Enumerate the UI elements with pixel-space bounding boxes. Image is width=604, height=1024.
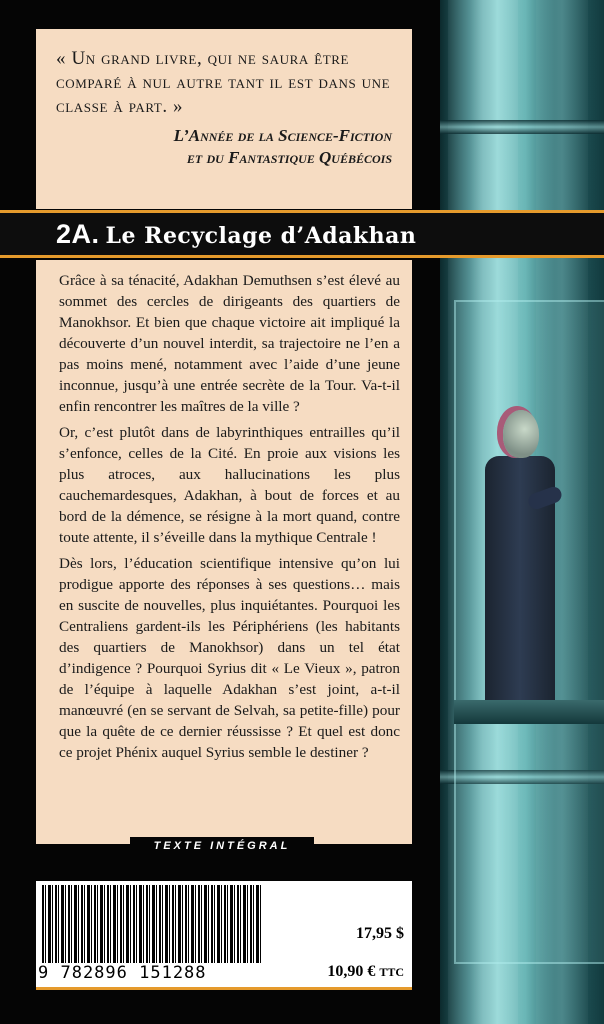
tax-label: TTC — [379, 965, 404, 979]
quote-panel — [36, 29, 412, 209]
price-eur: 10,90 € — [327, 963, 376, 980]
quote-source — [56, 125, 392, 169]
price-cad: 17,95 $ — [356, 925, 404, 942]
synopsis-panel — [36, 260, 412, 844]
quote-source-line-2: et du Fantastique Québécois — [186, 148, 392, 167]
price-panel — [36, 881, 412, 987]
quote-source-line-1: L’Année de la Science-Fiction — [173, 126, 392, 145]
price-eur-line — [327, 963, 404, 981]
cover-illustration — [440, 0, 604, 1024]
isbn-number: 9 782896 151288 — [38, 963, 207, 983]
synopsis-paragraph: Grâce à sa ténacité, Adakhan Demuthsen s’est élevé au sommet des cercles de dirigeants des quartiers de Manokhsor. Et bien que chaque victoire ait impliqué la découverte d’un nouvel interdit, sa trajectoire ne l’en a pas moins mené, notamment avec l’aide d’une jeune inconnue, jusqu’à une entrée secrète de la Tour. Va-t-il enfin rencontrer les maîtres de la ville ? — [59, 272, 400, 415]
barcode — [42, 885, 262, 963]
edition-label: TEXTE INTÉGRAL — [130, 837, 314, 855]
review-quote: « Un grand livre, qui ne saura être comparé à nul autre tant il est dans une classe à part. » — [56, 48, 391, 117]
volume-number: 2A. — [56, 219, 100, 249]
figure-head — [503, 410, 539, 458]
synopsis-paragraph: Or, c’est plutôt dans de labyrinthiques entrailles qu’il s’enfonce, celles de la Cité. En proie aux visions les plus atroces, aux hallucinations les plus cauchemardesques, Adakhan, à bout de forces et au bord de la démence, se résigne à la mort quand, contre toute attente, il s’éveille dans la mythique Centrale ! — [59, 424, 400, 546]
accent-line — [36, 987, 412, 990]
title-band — [0, 210, 604, 258]
title-text: Le Recyclage d’Adakhan — [105, 223, 417, 249]
chamber-base — [454, 700, 604, 724]
pillar-ring — [440, 120, 604, 134]
synopsis-paragraph: Dès lors, l’éducation scientifique intensive qu’on lui prodigue apporte des réponses à ses questions… mais en suscite de nouvelles, plus inquiétantes. Pourquoi les Centraliens gardent-ils les Périphériens (les habitants des quartiers de Manokhsor) dans un tel état d’indigence ? Pourquoi Syrius dit « Le Vieux », patron de l’équipe à laquelle Adakhan s’est joint, a-t-il manœuvré (en se servant de Selvah, sa petite-fille) pour que la quête de ce dernier réussisse ? Et quel est donc ce projet Phénix auquel Syrius semble le destiner ? — [59, 555, 400, 761]
book-title — [56, 219, 416, 250]
